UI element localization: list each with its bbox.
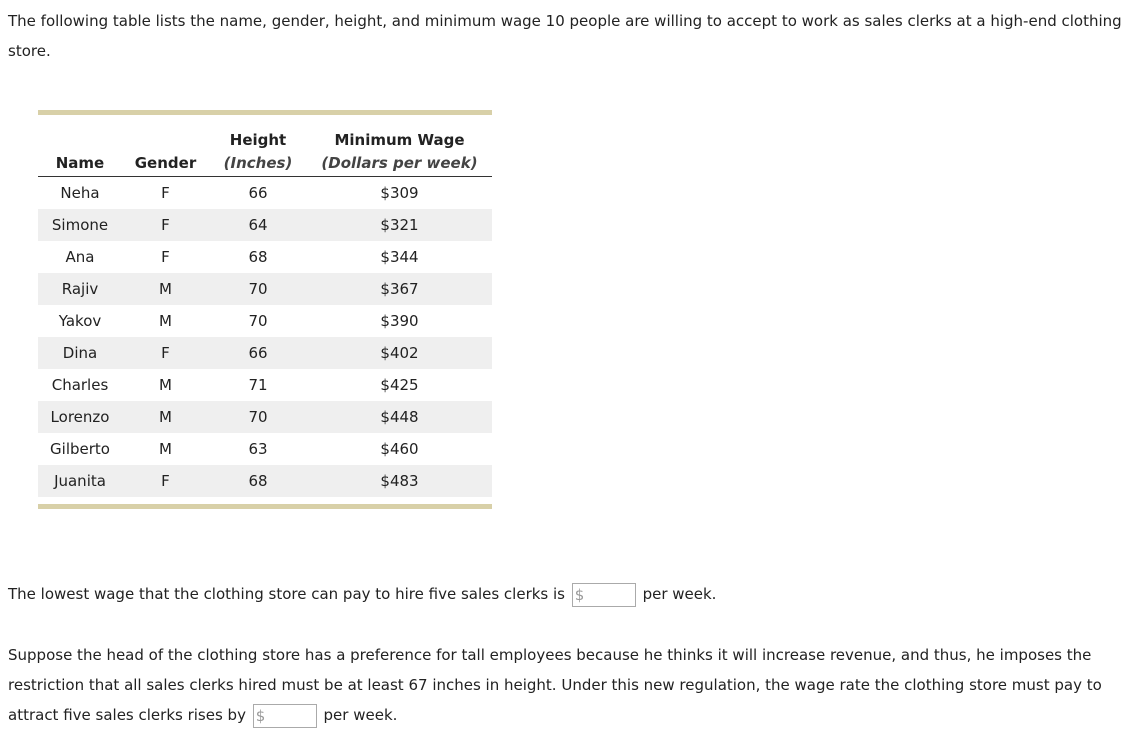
cell-height: 70 [209, 401, 307, 433]
intro-text: The following table lists the name, gender, height, and minimum wage 10 people are willing to accept to work as sales clerks at a high-end clothing store. [8, 12, 1122, 60]
cell-height: 64 [209, 209, 307, 241]
lowest-wage-input[interactable] [587, 585, 633, 605]
table-row [38, 401, 492, 433]
cell-gender: F [122, 337, 209, 369]
cell-wage: $483 [307, 465, 492, 497]
header-wage: Minimum Wage [334, 131, 465, 149]
header-gender: Gender [134, 153, 197, 172]
dollar-prefix: $ [255, 706, 266, 725]
table-row [38, 209, 492, 241]
question-wage-increase-suffix: per week. [323, 706, 398, 724]
question-wage-increase-text: Suppose the head of the clothing store has a preference for tall employees because he thinks it will increase revenue, and thus, he imposes the restriction that all sales clerks hired must be at least 67 inches in height. Under this new regulation, the wage rate the clothing store must pay to attract five sales clerks rises by [8, 646, 1102, 724]
cell-wage: $321 [307, 209, 492, 241]
cell-height: 66 [209, 337, 307, 369]
table-row [38, 465, 492, 497]
wage-table [38, 110, 492, 509]
wage-increase-input[interactable] [268, 706, 314, 726]
cell-name: Dina [38, 337, 122, 369]
cell-wage: $309 [380, 184, 419, 202]
question-lowest-wage [8, 579, 716, 609]
header-height: Height [229, 131, 287, 149]
table-row [38, 433, 492, 465]
cell-height: 70 [248, 312, 268, 330]
cell-gender: M [122, 273, 209, 305]
question-wage-increase [8, 640, 1128, 730]
cell-gender: F [161, 248, 170, 266]
cell-name: Charles [51, 376, 109, 394]
cell-gender: M [159, 312, 172, 330]
table-row [38, 305, 492, 337]
question-lowest-wage-suffix: per week. [642, 585, 717, 603]
cell-gender: F [122, 209, 209, 241]
cell-wage: $448 [307, 401, 492, 433]
cell-wage: $367 [307, 273, 492, 305]
cell-height: 71 [248, 376, 268, 394]
cell-wage: $460 [380, 440, 419, 458]
cell-gender: M [122, 401, 209, 433]
cell-wage: $344 [380, 248, 419, 266]
header-empty-gender [122, 115, 209, 149]
table-row [38, 337, 492, 369]
header-height-unit: (Inches) [223, 153, 293, 172]
cell-wage: $402 [307, 337, 492, 369]
cell-gender: M [159, 440, 172, 458]
cell-height: 68 [248, 248, 268, 266]
wage-increase-answer-box[interactable] [253, 704, 317, 728]
lowest-wage-answer-box[interactable] [572, 583, 636, 607]
data-table [38, 115, 492, 497]
dollar-prefix: $ [574, 585, 585, 604]
cell-height: 70 [209, 273, 307, 305]
cell-name: Ana [65, 248, 95, 266]
cell-gender: M [159, 376, 172, 394]
table-row [38, 369, 492, 401]
cell-height: 68 [209, 465, 307, 497]
cell-name: Neha [60, 184, 100, 202]
table-row [38, 273, 492, 305]
cell-wage: $390 [380, 312, 419, 330]
cell-name: Rajiv [38, 273, 122, 305]
cell-name: Lorenzo [38, 401, 122, 433]
cell-gender: F [122, 465, 209, 497]
cell-wage: $425 [380, 376, 419, 394]
header-name: Name [55, 153, 105, 172]
question-lowest-wage-text: The lowest wage that the clothing store can pay to hire five sales clerks is [8, 585, 565, 603]
cell-name: Simone [38, 209, 122, 241]
table-row [38, 241, 492, 273]
cell-height: 63 [248, 440, 268, 458]
header-empty-name [38, 115, 122, 149]
cell-height: 66 [248, 184, 268, 202]
table-row [38, 177, 492, 210]
cell-name: Gilberto [50, 440, 110, 458]
cell-name: Yakov [58, 312, 102, 330]
table-bottom-rule [38, 504, 492, 509]
cell-gender: F [161, 184, 170, 202]
header-wage-unit: (Dollars per week) [321, 153, 478, 172]
cell-name: Juanita [38, 465, 122, 497]
